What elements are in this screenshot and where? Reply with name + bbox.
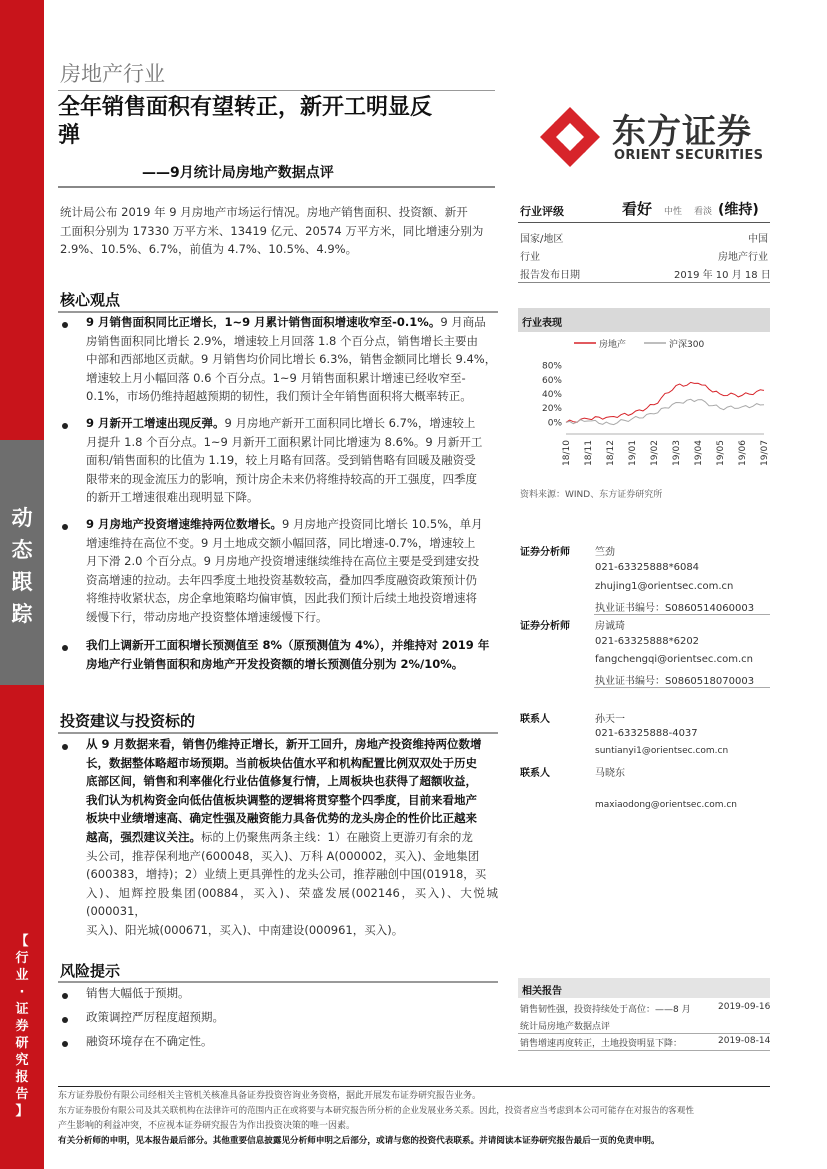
x-tick-label: 18/12 — [606, 440, 616, 466]
side-strip-top — [0, 0, 44, 440]
bullet-icon — [62, 744, 68, 750]
footer-line: 有关分析师的申明，见本报告最后部分。其他重要信息披露见分析师申明之后部分，或请与您的投资代表联系。并请阅读本证券研究报告最后一页的免责申明。 — [58, 1136, 660, 1146]
footer-line: 产生影响的利益冲突，不应视本证券研究报告为作出投资决策的唯一因素。 — [58, 1121, 356, 1131]
invest-text: 从 9 月数据来看，销售仍维持正增长，新开工回升，房地产投资维持两位数增 — [86, 737, 482, 751]
point-text: 限带来的现金流压力的影响，预计房企未来仍将维持较高的开工强度，四季度 — [86, 471, 477, 486]
invest-text: 标的上仍聚焦两条主线：1）在融资上更游刃有余的龙 — [201, 829, 473, 844]
divider — [58, 90, 495, 91]
related-report-title[interactable]: 销售韧性强，投资持续处于高位：——8 月 — [520, 1005, 691, 1015]
y-tick-label: 40% — [541, 390, 562, 400]
contact-phone: 021-63325888-4037 — [595, 728, 698, 739]
country-value: 中国 — [748, 234, 768, 245]
legend-label: 房地产 — [599, 340, 627, 350]
related-heading: 相关报告 — [522, 986, 562, 997]
point-bold: 9 月销售面积同比正增长，1~9 月累计销售面积增速收窄至-0.1%。 — [86, 315, 441, 329]
series-line-realestate — [566, 382, 764, 422]
core-point-investment — [86, 515, 498, 627]
analyst-role: 证券分析师 — [520, 621, 570, 632]
side-label-dynamic: 动 态 跟 踪 — [11, 506, 33, 626]
sector-label: 行业 — [520, 252, 540, 263]
point-text: 缓慢下行，带动房地产投资整体增速缓慢下行。 — [86, 609, 328, 624]
point-text: 我们上调新开工面积增长预测值至 8%（原预测值为 4%），并维持对 2019 年 — [86, 638, 490, 652]
footer-disclaimer — [58, 1090, 770, 1148]
related-report-title[interactable]: 统计局房地产数据点评 — [520, 1022, 611, 1032]
point-text: 房销售面积同比增长 2.9%，增速较上月回落 1.8 个百分点，销售增长主要由 — [86, 333, 478, 348]
intro-line: 2.9%、10.5%、6.7%，前值为 4.7%、10.5%、4.9%。 — [60, 242, 358, 257]
industry-performance-chart — [518, 334, 770, 474]
divider — [594, 614, 770, 615]
point-text: 中部和西部地区贡献。9 月销售均价同比增长 6.3%，销售金额同比增长 9.4%， — [86, 352, 497, 367]
point-text: 将维持收紧状态，房企拿地策略均偏审慎，因此我们预计后续土地投资增速将 — [86, 591, 477, 606]
divider — [518, 1033, 770, 1034]
section-heading-invest: 投资建议与投资标的 — [60, 712, 196, 730]
invest-text: 板块中业绩增速高、确定性强及融资能力具备优势的龙头房企的性价比正越来 — [86, 811, 477, 826]
contact-role: 联系人 — [520, 768, 550, 779]
divider — [518, 282, 770, 283]
invest-text: 头公司，推荐保利地产(600048，买入)、万科 A(000002，买入)、金地集团 — [86, 848, 480, 863]
title-line-1: 全年销售面积有望转正，新开工明显反 — [58, 95, 433, 120]
side-strip-bottom — [0, 685, 44, 1169]
related-report-title[interactable]: 销售增速再度转正，土地投资明显下降： — [520, 1039, 683, 1049]
sector-value: 房地产行业 — [718, 252, 768, 263]
point-text: 房地产行业销售面积和房地产开发投资额的增长预测值分别为 2%/10%。 — [86, 656, 464, 671]
rating-bearish: 看淡 — [694, 207, 713, 217]
analyst-cert: 执业证书编号：S0860518070003 — [595, 676, 755, 687]
series-line-hs300 — [566, 399, 764, 424]
x-tick-label: 19/01 — [628, 440, 638, 466]
intro-line: 工面积分别为 17330 万平方米、13419 亿元、20574 万平方米，同比增速分别为 — [60, 223, 484, 238]
bullet-icon — [62, 645, 68, 651]
y-tick-label: 0% — [547, 418, 562, 429]
bullet-icon — [62, 1017, 68, 1023]
orient-securities-logo-icon — [538, 105, 602, 169]
analyst-email[interactable]: zhujing1@orientsec.com.cn — [595, 581, 734, 592]
y-tick-label: 60% — [541, 375, 562, 386]
point-text: 9 月商品 — [440, 315, 486, 329]
divider — [518, 222, 770, 223]
footer-line: 东方证券股份有限公司及其关联机构在法律许可的范围内正在或将要与本研究报告所分析的企业发展业务关系。因此，投资者应当考虑到本公司可能存在对报告的客观性 — [58, 1106, 694, 1116]
point-text: 月下滑 2.0 个百分点。9 月房地产投资增速继续维持在高位主要是受到建安投 — [86, 554, 480, 569]
point-text: 0.1%，市场仍维持超越预期的韧性，我们预计全年销售面积将大概率转正。 — [86, 389, 472, 404]
divider — [594, 687, 770, 688]
rating-neutral: 中性 — [664, 207, 683, 217]
contact-email[interactable]: maxiaodong@orientsec.com.cn — [595, 800, 738, 810]
divider — [58, 732, 498, 734]
intro-line: 统计局公布 2019 年 9 月房地产市场运行情况。房地产销售面积、投资额、新开 — [60, 205, 468, 219]
report-title — [58, 94, 498, 150]
industry-label: 房地产行业 — [60, 62, 165, 86]
divider — [58, 981, 498, 983]
bullet-icon — [62, 524, 68, 530]
point-text: 的新开工增速很难出现明显下降。 — [86, 490, 259, 505]
side-strip-section — [0, 440, 44, 685]
section-heading-core: 核心观点 — [60, 291, 121, 309]
invest-text: 底部区间，销售和利率催化行业估值修复行情，上周板块也获得了超额收益， — [86, 774, 477, 789]
contact-email[interactable]: suntianyi1@orientsec.com.cn — [595, 746, 729, 756]
report-subtitle: ——9月统计局房地产数据点评 — [142, 165, 334, 181]
point-text: 9 月房地产新开工面积同比增长 6.7%，增速较上 — [224, 416, 476, 430]
bullet-icon — [62, 1041, 68, 1047]
invest-text: 越高，强烈建议关注。 — [86, 829, 201, 844]
risk-item: 政策调控严厉程度超预期。 — [86, 1010, 224, 1024]
invest-text: 买入)、阳光城(000671，买入)、中南建设(000961，买入)。 — [86, 922, 404, 937]
x-tick-label: 19/02 — [650, 440, 660, 466]
logo-name-cn: 东方证券 — [612, 112, 752, 152]
date-label: 报告发布日期 — [520, 270, 580, 281]
x-tick-label: 18/11 — [584, 440, 594, 466]
section-heading-risk: 风险提示 — [60, 962, 121, 980]
related-report-date: 2019-08-14 — [718, 1036, 771, 1046]
analyst-cert: 执业证书编号：S0860514060003 — [595, 603, 755, 614]
invest-text: (600383，增持)；2）业绩上更具弹性的龙头公司，推荐融创中国(01918，买 — [86, 867, 487, 882]
chart-title: 行业表现 — [522, 318, 562, 329]
point-text: 月提升 1.8 个百分点。1~9 月新开工面积累计同比增速为 8.6%。9 月新开工 — [86, 434, 483, 449]
core-point-sales — [86, 313, 498, 406]
analyst-email[interactable]: fangchengqi@orientsec.com.cn — [595, 654, 753, 665]
bullet-icon — [62, 322, 68, 328]
analyst-phone: 021-63325888*6084 — [595, 562, 700, 573]
point-text: 面积/销售面积的比值为 1.19，较上月略有回落。受到销售略有回暖及融资受 — [86, 453, 476, 468]
x-tick-label: 19/06 — [738, 440, 748, 466]
contact-name: 马晓东 — [595, 768, 625, 779]
invest-text: 我们认为机构资金向低估值板块调整的逻辑将贯穿整个四季度，目前来看地产 — [86, 792, 477, 807]
point-text: 增速较上月小幅回落 0.6 个百分点。1~9 月销售面积累计增速已经收窄至- — [86, 370, 466, 385]
side-label-report-type: 【 行 业 · 证 券 研 究 报 告 】 — [15, 934, 29, 1119]
point-bold: 9 月房地产投资增速维持两位数增长。 — [86, 517, 283, 531]
point-text: 资高增速的拉动。去年四季度土地投资基数较高，叠加四季度融资政策预计仍 — [86, 572, 477, 587]
invest-paragraph — [86, 735, 498, 940]
core-point-new-starts — [86, 414, 498, 507]
point-bold: 9 月新开工增速出现反弹。 — [86, 416, 225, 430]
risk-item: 销售大幅低于预期。 — [86, 986, 190, 1000]
risk-item: 融资环境存在不确定性。 — [86, 1034, 213, 1048]
point-text: 9 月房地产投资同比增长 10.5%，单月 — [282, 517, 483, 531]
date-value: 2019 年 10 月 18 日 — [674, 270, 771, 281]
core-point-forecast — [86, 636, 498, 673]
contact-role: 联系人 — [520, 714, 550, 725]
footer-divider — [58, 1086, 770, 1087]
title-line-2: 弹 — [58, 123, 81, 148]
x-tick-label: 19/05 — [716, 440, 726, 466]
country-label: 国家/地区 — [520, 234, 564, 245]
intro-paragraph — [60, 203, 496, 259]
analyst-role: 证券分析师 — [520, 547, 570, 558]
y-tick-label: 20% — [541, 404, 562, 415]
divider — [518, 1050, 770, 1051]
chart-source: 资料来源：WIND、东方证券研究所 — [520, 490, 663, 500]
analyst-phone: 021-63325888*6202 — [595, 636, 700, 647]
footer-line: 东方证券股份有限公司经相关主管机关核准具备证券投资咨询业务资格，据此开展发布证券研究报告业务。 — [58, 1091, 482, 1101]
invest-text: 入)、旭辉控股集团(00884，买入)、荣盛发展(002146，买入)、大悦城(000031， — [86, 885, 498, 919]
bullet-icon — [62, 993, 68, 999]
bullet-icon — [62, 423, 68, 429]
divider — [58, 186, 495, 188]
logo-name-en: ORIENT SECURITIES — [614, 148, 764, 163]
y-tick-label: 80% — [541, 361, 562, 372]
x-tick-label: 19/07 — [760, 440, 770, 466]
rating-status: (维持) — [718, 202, 759, 218]
x-tick-label: 19/04 — [694, 440, 704, 466]
legend-label: 沪深300 — [669, 340, 705, 350]
analyst-name: 竺劲 — [595, 547, 615, 558]
analyst-name: 房诚琦 — [595, 621, 625, 632]
contact-name: 孙天一 — [595, 714, 625, 725]
x-tick-label: 19/03 — [672, 440, 682, 466]
x-tick-label: 18/10 — [562, 440, 572, 466]
rating-label: 行业评级 — [520, 205, 564, 218]
invest-text: 长，数据整体略超市场预期。当前板块估值水平和机构配置比例双双处于历史 — [86, 755, 477, 770]
rating-current: 看好 — [622, 200, 653, 218]
related-report-date: 2019-09-16 — [718, 1002, 771, 1012]
point-text: 增速维持在高位不变。9 月土地成交额小幅回落，同比增速-0.7%，增速较上 — [86, 535, 476, 550]
